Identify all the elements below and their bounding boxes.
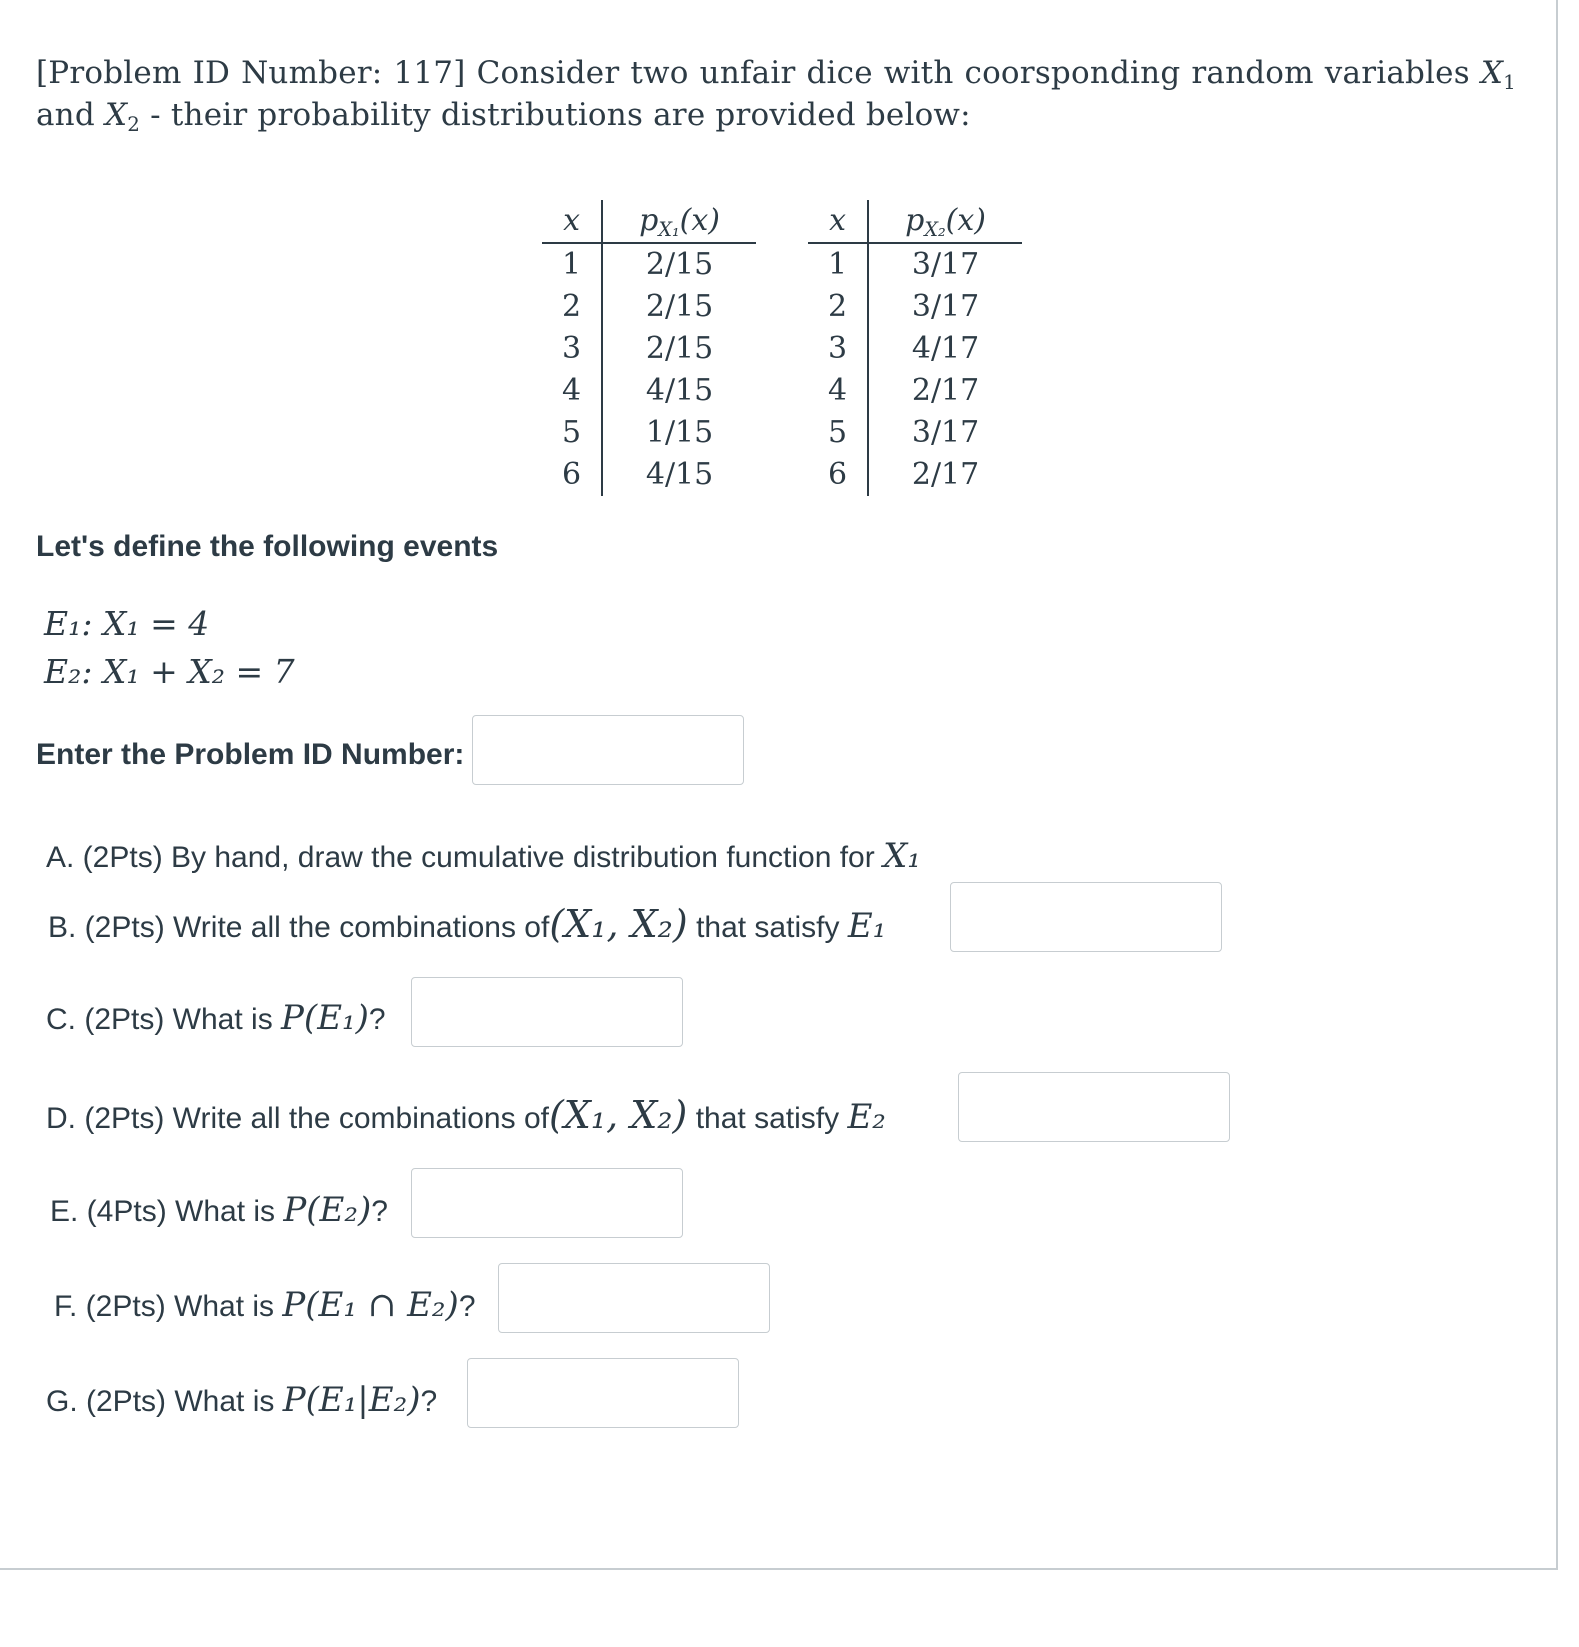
table-row: 6 2/17 [808, 454, 1022, 496]
problem-id-text: [Problem ID Number: 117] [36, 55, 466, 91]
table-row: 2 3/17 [808, 286, 1022, 328]
events-definitions [44, 600, 295, 696]
event-e2: E₂: X₁ + X₂ = 7 [44, 652, 295, 691]
answer-e-input[interactable] [411, 1168, 683, 1238]
table-row: 4 4/15 [542, 370, 756, 412]
table-row: 3 4/17 [808, 328, 1022, 370]
question-a: A. (2Pts) By hand, draw the cumulative distribution function for X₁ [46, 836, 921, 876]
and-word: and [36, 97, 95, 133]
distribution-table-x1 [542, 200, 756, 496]
answer-b-input[interactable] [950, 882, 1222, 952]
table-row: 4 2/17 [808, 370, 1022, 412]
table-x2-p-header: $p_{X_2}(x)$ [868, 200, 1022, 243]
problem-id-prompt: Enter the Problem ID Number: [36, 738, 465, 771]
answer-c-input[interactable] [411, 977, 683, 1047]
problem-statement [36, 52, 1516, 136]
table-x1-x-header: x [542, 200, 602, 243]
answer-f-input[interactable] [498, 1263, 770, 1333]
var-x2: $X_2$ [104, 97, 141, 136]
table-row: 1 2/15 [542, 243, 756, 286]
table-row: 6 4/15 [542, 454, 756, 496]
table-row: 1 3/17 [808, 243, 1022, 286]
problem-id-input[interactable] [472, 715, 744, 785]
question-d: D. (2Pts) Write all the combinations of(X₁, X₂) that satisfy E₂ [46, 1093, 886, 1137]
question-c: C. (2Pts) What is P(E₁)? [46, 998, 386, 1038]
table-row: 5 1/15 [542, 412, 756, 454]
answer-d-input[interactable] [958, 1072, 1230, 1142]
intro-text-1: Consider two unfair dice with coorsponding random variables [476, 55, 1470, 91]
table-row: 5 3/17 [808, 412, 1022, 454]
event-e1: E₁: X₁ = 4 [44, 604, 210, 643]
answer-g-input[interactable] [467, 1358, 739, 1428]
table-row: 3 2/15 [542, 328, 756, 370]
question-e: E. (4Pts) What is P(E₂)? [50, 1190, 388, 1230]
question-b: B. (2Pts) Write all the combinations of(X₁, X₂) that satisfy E₁ [48, 902, 887, 946]
intro-text-2: - their probability distributions are provided below: [150, 97, 971, 133]
question-f: F. (2Pts) What is P(E₁ ∩ E₂)? [54, 1285, 476, 1325]
table-row: 2 2/15 [542, 286, 756, 328]
events-heading: Let's define the following events [36, 530, 499, 563]
table-x1-p-header: $p_{X_1}(x)$ [602, 200, 756, 243]
var-x1: $X_1$ [1480, 55, 1516, 94]
table-x2-x-header: x [808, 200, 868, 243]
distribution-table-x2 [808, 200, 1022, 496]
question-g: G. (2Pts) What is P(E₁|E₂)? [46, 1380, 438, 1420]
